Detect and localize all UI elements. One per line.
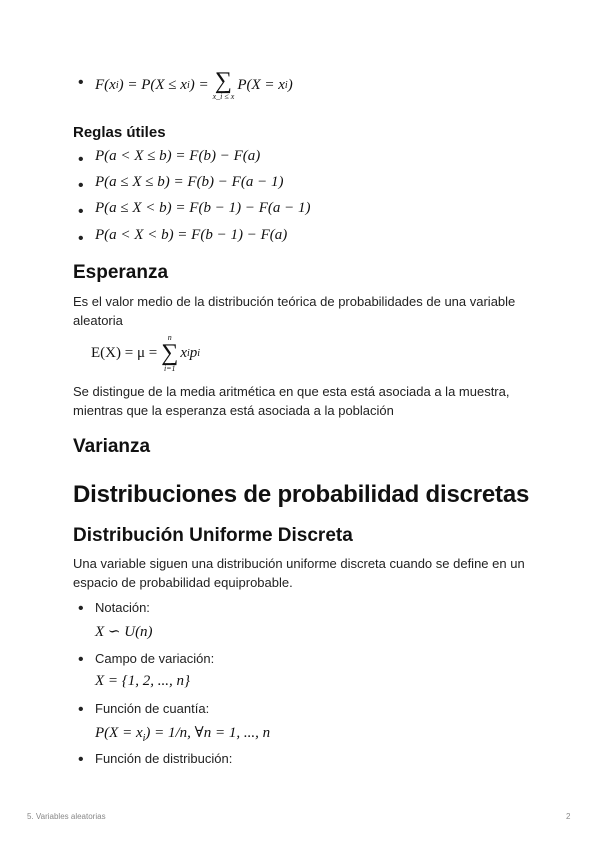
notacion-formula: X ∽ U(n) bbox=[95, 624, 153, 640]
bullet: • bbox=[78, 230, 84, 247]
bullet: • bbox=[78, 151, 84, 168]
regla-item: P(a < X < b) = F(b − 1) − F(a) bbox=[95, 227, 288, 243]
varianza-heading: Varianza bbox=[73, 436, 151, 457]
regla-item: P(a ≤ X ≤ b) = F(b) − F(a − 1) bbox=[95, 174, 284, 190]
summation-symbol: ∑ x_i ≤ x bbox=[212, 67, 235, 101]
uniforme-heading: Distribución Uniforme Discreta bbox=[73, 525, 353, 546]
campo-formula: X = {1, 2, ..., n} bbox=[95, 673, 191, 689]
bullet: • bbox=[78, 203, 84, 220]
cuantia-label: Función de cuantía: bbox=[95, 701, 210, 716]
notacion-label: Notación: bbox=[95, 600, 150, 615]
bullet: • bbox=[78, 177, 84, 194]
uniforme-paragraph: Una variable siguen una distribución uniforme discreta cuando se define en un espacio de probabilidad equiprobable. bbox=[73, 556, 525, 590]
bullet: • bbox=[78, 74, 84, 91]
esperanza-paragraph: Es el valor medio de la distribución teórica de probabilidades de una variable aleatoria bbox=[73, 294, 516, 328]
bullet: • bbox=[78, 600, 84, 617]
cdf-formula: F(x i ) = P(X ≤ x i ) = ∑ x_i ≤ x P(X = x i ) bbox=[95, 67, 293, 101]
esperanza-heading: Esperanza bbox=[73, 262, 169, 283]
regla-item: P(a ≤ X < b) = F(b − 1) − F(a − 1) bbox=[95, 200, 311, 216]
reglas-heading: Reglas útiles bbox=[73, 124, 166, 141]
esperanza-formula: E(X) = μ = n ∑ i=1 x i p i bbox=[91, 333, 201, 373]
campo-label: Campo de variación: bbox=[95, 651, 215, 666]
bullet: • bbox=[78, 701, 84, 718]
discretas-heading: Distribuciones de probabilidad discretas bbox=[73, 481, 530, 508]
distribucion-label: Función de distribución: bbox=[95, 751, 233, 766]
cuantia-formula: $P(X = x_i) = 1/n$, ∀n = 1, ..., n bbox=[95, 725, 271, 744]
bullet: • bbox=[78, 751, 84, 768]
footer-title: 5. Variables aleatorias bbox=[27, 812, 106, 821]
page-number: 2 bbox=[566, 812, 571, 821]
esperanza-note: Se distingue de la media aritmética en que esta está asociada a la muestra, mientras que la esperanza está asociada a la población bbox=[73, 384, 510, 418]
regla-item: P(a < X ≤ b) = F(b) − F(a) bbox=[95, 148, 261, 164]
bullet: • bbox=[78, 651, 84, 668]
summation-symbol: n ∑ i=1 bbox=[161, 333, 179, 373]
